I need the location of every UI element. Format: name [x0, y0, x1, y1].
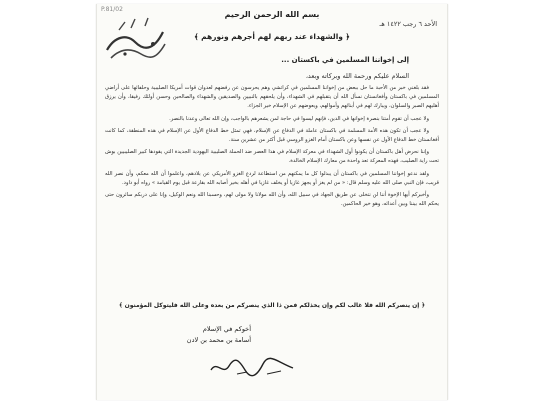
body-paragraph: فقد بلغني خبر من الأحبة ما حل ببعض من إخواننا المسلمين في كراتشي وهم يحرسون عن رفضهم لعدوان قوات أمريكا الصليبية وحلفائها على أراضي المسلمين في باكستان وأفغانستان نسأل الله أن يتقبلهم في الشهداء، وأن يلحقهم بالنبيين والصديقين والشهداء والصالحين وحسن أولئك رفيقا، وأن يرزق أهليهم الصبر والسلوان، ويبارك لهم في أبنائهم وأموالهم، ويعوضهم عن الإسلام خير الجزاء.: [105, 85, 439, 110]
letter-body: [105, 84, 439, 212]
greeting: السلام عليكم ورحمة الله وبركاته وبعد،: [305, 72, 409, 80]
opening-verse: ﴿ والشهداء عند ربهم لهم أجرهم ونورهم ﴾: [194, 32, 350, 41]
sign-off-line: أخوكم في الإسلام: [202, 325, 251, 333]
body-paragraph: وإننا نحرض أهل باكستان أن يكونوا أول الشهداء في معركة الإسلام في هذا العصر ضد الحملة الصليبية اليهودية الجديدة التي يقودها كبير الصليبيين بوش تحت راية الصليب، فهذه المعركة تعد واحدة من معارك الإسلام الخالدة.: [105, 149, 439, 165]
salutation: إلى إخواننا المسلمين في باكستان ...: [281, 56, 409, 64]
basmala-heading: بسم الله الرحمن الرحيم: [224, 10, 320, 19]
letter-date: الأحد ٦ رجب ١٤٢٢ هـ: [379, 20, 437, 28]
body-paragraph: ولا عجب أن تكون هذه الأمة المسلمة في باكستان عاملة في الدفاع عن الإسلام، فهي تمثل خط الدفاع الأول عن الإسلام في هذه المنطقة، كما كانت أفغانستان خط الدفاع الأول عن نفسها وعن باكستان أمام الغزو الروسي قبل أكثر من عشرين سنة.: [105, 127, 439, 144]
handwritten-signature: [207, 356, 297, 378]
sign-off: [187, 324, 251, 346]
reference-code: P.81/02: [101, 6, 123, 13]
author-name: أسامة بن محمد بن لادن: [186, 336, 251, 344]
body-paragraph: وأخبركم أيها الإخوة أننا لن نتخلى عن طريق الجهاد في سبيل الله، وأن الله مولانا ولا مولى لهم، وحسبنا الله ونعم الوكيل، وإنا على دربكم سائرون حتى يحكم الله بيننا وبين أعدائه، وهو خير الحاكمين.: [105, 192, 439, 208]
closing-verse: ﴿ إن ينصركم الله فلا غالب لكم وإن يخذلكم فمن ذا الذي ينصركم من بعده وعلى الله فليتوكل المؤمنون ﴾: [119, 302, 425, 309]
body-paragraph: ولا عجب أن تقوم أمتنا بنصرة إخوانها في الدين، فإنهم ليسوا في حاجة لمن يشعرهم بالواجب، وإن الله تعالى وعدنا بالنصر.: [169, 115, 429, 122]
body-paragraph: ولقد ندعو إخواننا المسلمين في باكستان أن يبذلوا كل ما يمكنهم من استطاعة لردع الغزو الأمريكي عن بلادهم، واعلموا أن الله معكم، وأن نصر الله قريب، فإن النبي صلى الله عليه وسلم قال: « من لم يغز أو يجهز غازيا أو يخلف غازيا في أهله بخير أصابه الله بقارعة قبل يوم القيامة » رواه أبو داود.: [105, 170, 439, 186]
letter-page: [96, 4, 448, 400]
